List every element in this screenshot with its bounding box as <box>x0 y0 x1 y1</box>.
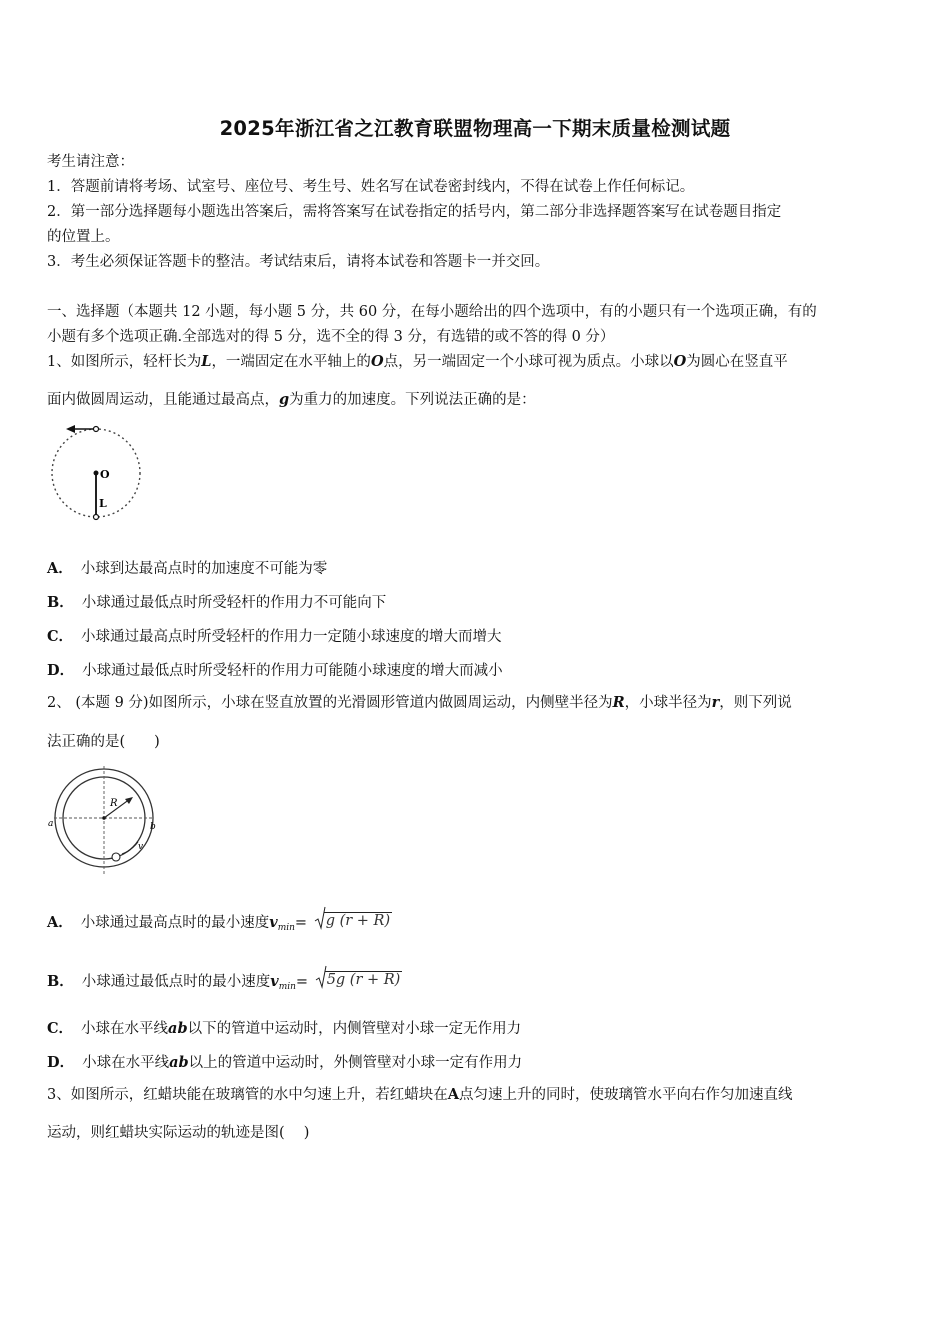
option-text: 小球在水平线 <box>81 1021 169 1037</box>
q1-text: 1、如图所示，轻杆长为 <box>47 354 202 370</box>
option-label: C． <box>47 628 74 645</box>
q2-option-c <box>47 1017 521 1038</box>
q2-sqrt-b <box>315 971 403 988</box>
page-title: 2025年浙江省之江教育联盟物理高一下期末质量检测试题 <box>219 117 731 140</box>
section-header-line-1: 一、选择题（本题共 12 小题，每小题 5 分，共 60 分，在每小题给出的四个选项中，有的小题只有一个选项正确，有的 <box>47 304 817 320</box>
q1-var-O: O <box>370 353 384 370</box>
option-text: 小球通过最低点时的最小速度 <box>81 974 271 990</box>
q1-text: ，一端固定在水平轴上的 <box>211 354 371 370</box>
option-text: 以下的管道中运动时，内侧管壁对小球一定无作用力 <box>187 1021 522 1037</box>
q2-text: ，小球半径为 <box>624 695 712 711</box>
q2-fig-label-b: b <box>150 822 156 832</box>
option-label: B． <box>47 973 74 990</box>
q1-option-d <box>47 659 503 680</box>
q2-text: ，则下列说 <box>719 695 792 711</box>
sqrt-icon <box>315 965 327 991</box>
arrow-left-icon <box>66 425 75 433</box>
q1-option-b <box>47 591 386 612</box>
q2-radicand-b: 5g (r + R) <box>326 972 401 988</box>
q3-text: 3、如图所示，红蜡块能在玻璃管的水中匀速上升，若红蜡块在 <box>47 1087 448 1103</box>
option-text: 小球在水平线 <box>82 1055 170 1071</box>
sqrt-icon <box>314 906 326 932</box>
q2-equals: = <box>295 974 309 990</box>
q1-text: 点，另一端固定一个小球可视为质点。小球以 <box>383 354 674 370</box>
q2-ball <box>112 853 120 861</box>
notice-heading: 考生请注意： <box>47 154 134 170</box>
q2-subscript-min: min <box>277 923 295 933</box>
q1-var-O: O <box>673 353 687 370</box>
q2-fig-label-v: v <box>138 842 144 852</box>
q2-var-v: v <box>270 973 279 990</box>
notice-item-1: 1．答题前请将考场、试室号、座位号、考生号、姓名写在试卷密封线内，不得在试卷上作任何标记。 <box>47 179 695 195</box>
q3-text: 点匀速上升的同时，使玻璃管水平向右作匀加速直线 <box>459 1087 793 1103</box>
q3-stem-line-1 <box>47 1085 793 1105</box>
q1-stem-line-2 <box>47 390 536 410</box>
q2-sqrt-a <box>314 912 392 929</box>
q2-stem-line-1 <box>47 693 792 713</box>
q1-ball <box>94 515 99 520</box>
option-label: A． <box>47 560 73 577</box>
q2-fig-label-R: R <box>110 798 118 809</box>
q2-subscript-min: min <box>278 982 296 992</box>
notice-item-3: 3．考生必须保证答题卡的整洁。考试结束后，请将本试卷和答题卡一并交回。 <box>47 254 550 270</box>
q2-equals: = <box>294 915 308 931</box>
option-label: D． <box>47 1054 75 1071</box>
q3-var-A: A <box>447 1086 459 1103</box>
option-label: C． <box>47 1020 74 1037</box>
option-text: 小球通过最低点时所受轻杆的作用力不可能向下 <box>81 595 387 611</box>
notice-item-2: 2．第一部分选择题每小题选出答案后，需将答案写在试卷指定的括号内，第二部分非选择题答案写在试卷题目指定 <box>47 204 782 220</box>
q3-stem-line-2: 运动，则红蜡块实际运动的轨迹是图( ) <box>47 1125 310 1141</box>
q1-text: 为重力的加速度。下列说法正确的是： <box>289 392 536 408</box>
q2-option-b <box>47 970 402 992</box>
q1-stem-line-1 <box>47 352 788 372</box>
section-header-line-2: 小题有多个选项正确.全部选对的得 5 分，选不全的得 3 分，有选错的或不答的得 0 分） <box>47 329 615 345</box>
q2-var-ab: ab <box>169 1054 189 1071</box>
q2-option-d <box>47 1051 522 1072</box>
arrow-icon <box>125 797 133 804</box>
option-text: 小球通过最高点时所受轻杆的作用力一定随小球速度的增大而增大 <box>81 629 502 645</box>
q2-text: 2、 (本题 9 分)如图所示，小球在竖直放置的光滑圆形管道内做圆周运动，内侧壁半径为 <box>47 695 613 711</box>
q2-var-ab: ab <box>168 1020 188 1037</box>
q1-option-c <box>47 625 502 646</box>
q1-fig-label-L: L <box>99 497 107 510</box>
q2-var-r: r <box>711 694 720 711</box>
q2-var-R: R <box>612 694 625 711</box>
option-label: B． <box>47 594 74 611</box>
q1-fig-label-O: O <box>100 468 110 481</box>
q2-tube-circle-figure <box>44 766 164 878</box>
q1-ball-top <box>94 427 99 432</box>
q1-pivot-point <box>94 471 99 476</box>
q2-option-a <box>47 911 392 933</box>
option-label: D． <box>47 662 75 679</box>
q2-fig-label-a: a <box>48 819 54 829</box>
option-text: 小球到达最高点时的加速度不可能为零 <box>80 561 328 577</box>
option-text: 小球通过最低点时所受轻杆的作用力可能随小球速度的增大而减小 <box>82 663 503 679</box>
notice-item-2-cont: 的位置上。 <box>47 229 120 245</box>
q1-text: 面内做圆周运动，且能通过最高点， <box>47 392 279 408</box>
option-text: 以上的管道中运动时，外侧管壁对小球一定有作用力 <box>188 1055 523 1071</box>
q1-option-a <box>47 557 327 578</box>
q1-var-g: g <box>279 391 290 408</box>
q1-text: 为圆心在竖直平 <box>686 354 788 370</box>
q1-rod-circle-figure <box>44 420 154 530</box>
option-text: 小球通过最高点时的最小速度 <box>80 915 270 931</box>
option-label: A． <box>47 914 73 931</box>
q2-stem-line-2: 法正确的是( ) <box>47 734 160 750</box>
q2-var-v: v <box>269 914 278 931</box>
q1-var-L: L <box>201 353 212 370</box>
q2-radicand-a: g (r + R) <box>325 913 391 929</box>
